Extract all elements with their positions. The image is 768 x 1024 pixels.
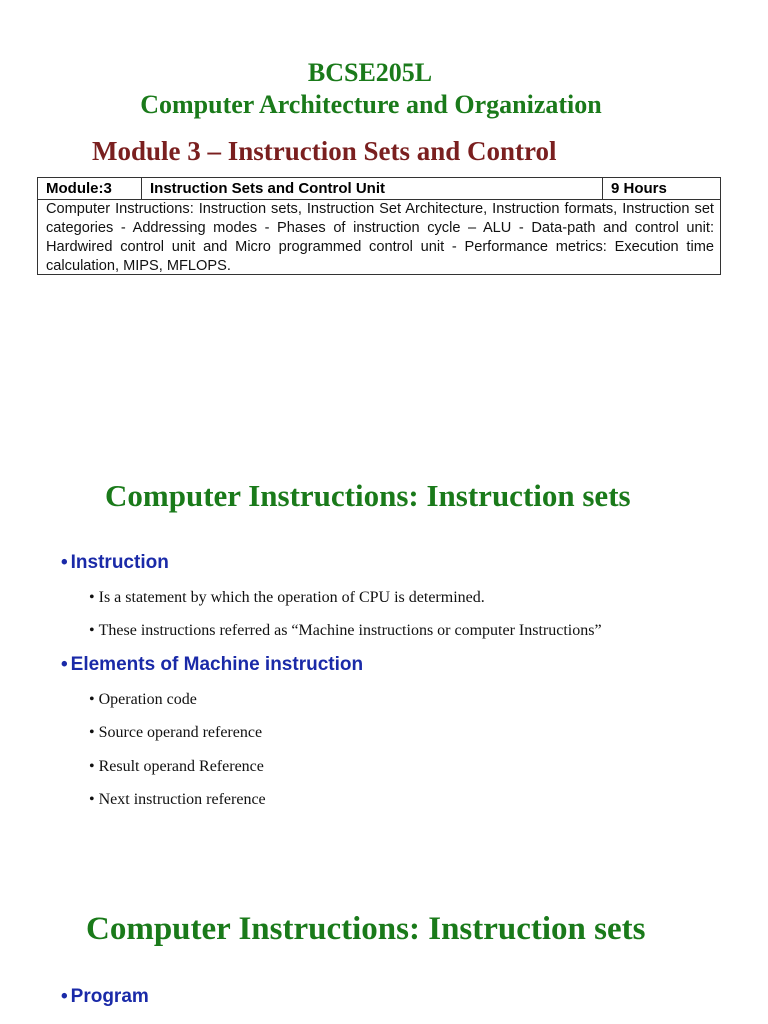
bullet-program xyxy=(61,986,149,1008)
bullet-icon: • xyxy=(89,622,95,639)
syllabus-content: Computer Instructions: Instruction sets, Instruction Set Architecture, Instruction formats, Instruction set categories - Addressing modes - Phases of instruction cycle – ALU - Data-path and control unit: Hardwired control unit and Micro programmed control unit - Performance metrics: Execution time calculation, MIPS, MFLOPS. xyxy=(46,201,714,274)
bullet-icon: • xyxy=(89,589,95,606)
bullet-icon: • xyxy=(61,552,68,573)
syllabus-unit-cell: Instruction Sets and Control Unit xyxy=(142,178,603,199)
list-item xyxy=(89,724,262,742)
list-item-text: Is a statement by which the operation of CPU is determined. xyxy=(98,589,485,606)
bullet-icon: • xyxy=(89,758,95,775)
bullet-icon: • xyxy=(89,691,95,708)
bullet-instruction xyxy=(61,552,169,574)
course-name: Computer Architecture and Organization xyxy=(140,90,602,119)
syllabus-hours-cell: 9 Hours xyxy=(611,180,667,197)
list-item xyxy=(89,691,197,709)
syllabus-table xyxy=(37,177,721,275)
bullet-icon: • xyxy=(61,986,68,1007)
bullet-label: Elements of Machine instruction xyxy=(70,654,364,675)
section-title: Computer Instructions: Instruction sets xyxy=(86,911,646,947)
bullet-icon: • xyxy=(89,791,95,808)
bullet-label: Instruction xyxy=(70,552,169,573)
list-item xyxy=(89,622,602,640)
syllabus-header-row xyxy=(38,178,720,200)
list-item-text: Operation code xyxy=(98,691,197,708)
list-item-text: Source operand reference xyxy=(98,724,263,741)
section-title: Computer Instructions: Instruction sets xyxy=(105,478,631,513)
syllabus-module-cell: Module:3 xyxy=(38,178,142,199)
bullet-icon: • xyxy=(61,654,68,675)
module-title: Module 3 – Instruction Sets and Control xyxy=(92,136,557,166)
list-item xyxy=(89,791,266,809)
list-item-text: Next instruction reference xyxy=(98,791,266,808)
list-item-text: Result operand Reference xyxy=(98,758,264,775)
list-item xyxy=(89,589,485,607)
bullet-icon: • xyxy=(89,724,95,741)
bullet-label: Program xyxy=(70,986,149,1007)
list-item-text: These instructions referred as “Machine instructions or computer Instructions” xyxy=(98,622,602,639)
course-code: BCSE205L xyxy=(307,58,433,87)
bullet-elements xyxy=(61,654,363,676)
list-item xyxy=(89,758,264,776)
